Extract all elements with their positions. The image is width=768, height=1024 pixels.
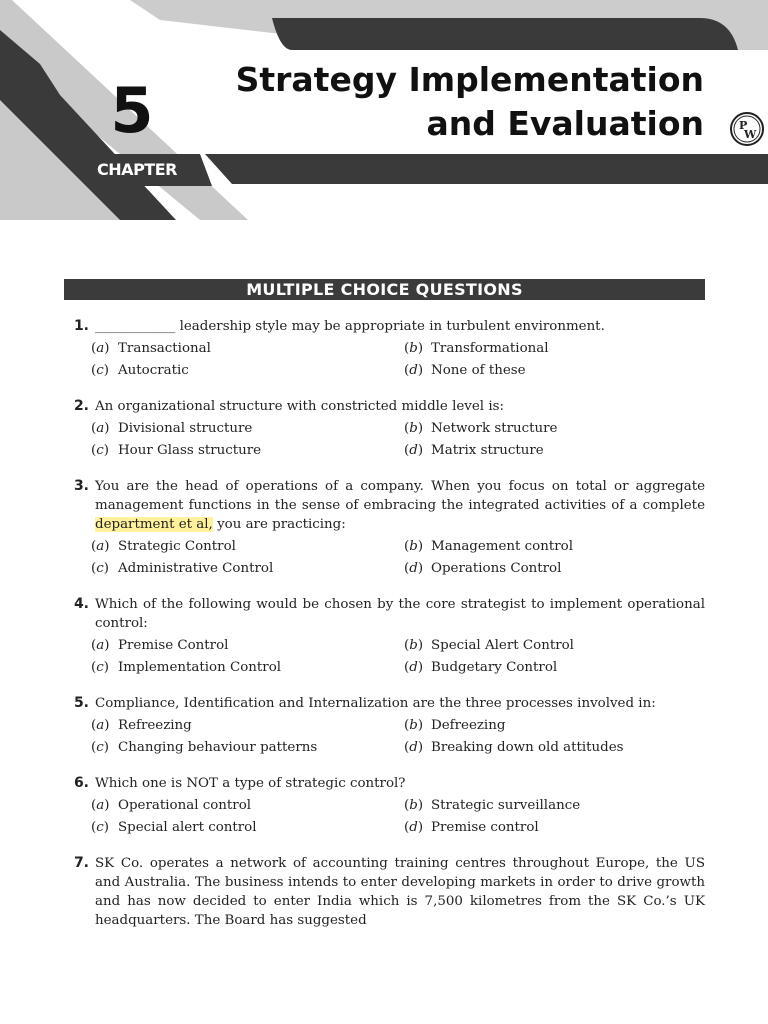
- option-b: [404, 418, 704, 440]
- option-a: [91, 715, 404, 737]
- option-letter: (c): [91, 659, 109, 675]
- svg-text:W: W: [744, 128, 757, 141]
- option-letter-char: b: [409, 421, 418, 437]
- option-letter: (c): [91, 819, 109, 835]
- option-letter: (d): [404, 362, 424, 378]
- question-text: [95, 694, 705, 713]
- option-b: [404, 795, 704, 817]
- answer-options: [64, 795, 705, 838]
- question-text-part: ____________ leadership style may be appropriate in turbulent environment.: [95, 319, 605, 334]
- option-text: Refreezing: [118, 718, 192, 734]
- question-number: 5.: [73, 695, 89, 711]
- question-text: [95, 477, 705, 534]
- question-list: [64, 317, 705, 930]
- question-number: 3.: [73, 478, 89, 494]
- question-4: [64, 595, 705, 678]
- option-letter-char: c: [96, 819, 104, 835]
- option-text: Strategic Control: [118, 539, 236, 555]
- option-c: [91, 657, 404, 679]
- question-text: [95, 854, 705, 930]
- option-letter-char: b: [409, 798, 418, 814]
- option-letter: (a): [91, 638, 110, 654]
- option-letter-char: a: [96, 421, 105, 437]
- option-c: [91, 737, 404, 759]
- question-2: [64, 397, 705, 461]
- question-number: 1.: [73, 318, 89, 334]
- option-letter-char: a: [96, 539, 105, 555]
- option-letter-char: b: [409, 638, 418, 654]
- option-letter: (a): [91, 341, 110, 357]
- option-c: [91, 817, 404, 839]
- option-a: [91, 338, 404, 360]
- option-letter: (d): [404, 442, 424, 458]
- question-1: [64, 317, 705, 381]
- question-text: [95, 397, 705, 416]
- question-text-part: Which one is NOT a type of strategic control?: [95, 776, 406, 791]
- option-text: Divisional structure: [118, 421, 253, 437]
- question-stem: [64, 694, 705, 713]
- question-text-part: SK Co. operates a network of accounting training centres throughout Europe, the US and Australia. The business intends to enter developing markets in order to drive growth and has now decided to enter India which is 7,500 kilometres from the SK Co.’s UK headquarters. The Board has suggested: [95, 856, 705, 928]
- option-letter: (b): [404, 718, 424, 734]
- option-letter-char: d: [409, 560, 418, 576]
- option-d: [404, 817, 704, 839]
- option-a: [91, 635, 404, 657]
- option-d: [404, 360, 704, 382]
- option-letter-char: d: [409, 739, 418, 755]
- answer-options: [64, 536, 705, 579]
- question-7: [64, 854, 705, 930]
- option-letter-char: a: [96, 798, 105, 814]
- chapter-title-line1: Strategy Implementation: [235, 60, 704, 99]
- option-text: Budgetary Control: [431, 659, 558, 675]
- option-letter: (a): [91, 798, 110, 814]
- option-text: Implementation Control: [118, 659, 282, 675]
- option-letter: (d): [404, 560, 424, 576]
- answer-options: [64, 338, 705, 381]
- option-text: Transformational: [431, 341, 549, 357]
- option-text: Operational control: [118, 798, 252, 814]
- option-text: Premise control: [431, 819, 539, 835]
- question-text-part: An organizational structure with constricted middle level is:: [95, 399, 505, 414]
- question-number: 2.: [73, 398, 89, 414]
- chapter-title-line2: and Evaluation: [426, 104, 704, 143]
- question-stem: [64, 477, 705, 534]
- option-c: [91, 440, 404, 462]
- option-text: Hour Glass structure: [118, 442, 262, 458]
- option-letter: (c): [91, 739, 109, 755]
- option-letter: (b): [404, 539, 424, 555]
- option-b: [404, 338, 704, 360]
- option-a: [91, 536, 404, 558]
- question-text: [95, 317, 705, 336]
- question-stem: [64, 397, 705, 416]
- option-text: Transactional: [118, 341, 211, 357]
- option-text: Network structure: [431, 421, 558, 437]
- option-letter: (d): [404, 659, 424, 675]
- question-text: [95, 774, 705, 793]
- answer-options: [64, 715, 705, 758]
- answer-options: [64, 635, 705, 678]
- chapter-title: [236, 58, 704, 146]
- question-number: 6.: [73, 775, 89, 791]
- question-5: [64, 694, 705, 758]
- option-letter: (d): [404, 739, 424, 755]
- highlighted-text: department et al,: [95, 517, 213, 532]
- option-text: Matrix structure: [431, 442, 544, 458]
- option-letter: (b): [404, 798, 424, 814]
- question-number: 7.: [73, 855, 89, 871]
- question-stem: [64, 774, 705, 793]
- option-b: [404, 715, 704, 737]
- option-letter: (c): [91, 362, 109, 378]
- option-d: [404, 737, 704, 759]
- option-b: [404, 635, 704, 657]
- option-letter: (a): [91, 718, 110, 734]
- option-letter-char: c: [96, 739, 104, 755]
- option-letter-char: c: [96, 560, 104, 576]
- question-6: [64, 774, 705, 838]
- section-title: MULTIPLE CHOICE QUESTIONS: [64, 279, 705, 300]
- option-text: Operations Control: [431, 560, 562, 576]
- option-letter-char: c: [96, 362, 104, 378]
- option-letter: (d): [404, 819, 424, 835]
- option-text: Defreezing: [431, 718, 506, 734]
- question-text-part: Which of the following would be chosen by the core strategist to implement operational control:: [95, 597, 705, 631]
- option-text: Special Alert Control: [431, 638, 574, 654]
- option-b: [404, 536, 704, 558]
- option-text: Breaking down old attitudes: [431, 739, 624, 755]
- question-number: 4.: [73, 596, 89, 612]
- option-letter-char: c: [96, 442, 104, 458]
- option-letter: (c): [91, 442, 109, 458]
- chapter-label: CHAPTER: [97, 160, 177, 179]
- option-d: [404, 657, 704, 679]
- option-a: [91, 795, 404, 817]
- option-c: [91, 360, 404, 382]
- option-text: Changing behaviour patterns: [118, 739, 318, 755]
- option-d: [404, 440, 704, 462]
- question-text-part: You are the head of operations of a company. When you focus on total or aggregate management functions in the sense of embracing the integrated activities of a complete: [95, 479, 705, 513]
- question-stem: [64, 317, 705, 336]
- option-letter: (a): [91, 421, 110, 437]
- option-letter-char: d: [409, 362, 418, 378]
- option-text: Administrative Control: [118, 560, 274, 576]
- option-letter: (c): [91, 560, 109, 576]
- option-text: Autocratic: [118, 362, 189, 378]
- option-letter-char: b: [409, 341, 418, 357]
- option-letter: (b): [404, 421, 424, 437]
- option-letter-char: a: [96, 718, 105, 734]
- option-text: None of these: [431, 362, 526, 378]
- question-stem: [64, 595, 705, 633]
- question-text-part: Compliance, Identification and Internalization are the three processes involved in:: [95, 696, 656, 711]
- option-letter: (b): [404, 638, 424, 654]
- option-letter: (a): [91, 539, 110, 555]
- option-letter-char: d: [409, 659, 418, 675]
- option-letter-char: b: [409, 718, 418, 734]
- answer-options: [64, 418, 705, 461]
- option-letter-char: d: [409, 442, 418, 458]
- option-c: [91, 558, 404, 580]
- option-letter-char: a: [96, 638, 105, 654]
- pw-logo-mark: [732, 114, 762, 144]
- option-text: Management control: [431, 539, 573, 555]
- option-letter-char: d: [409, 819, 418, 835]
- option-a: [91, 418, 404, 440]
- option-letter: (b): [404, 341, 424, 357]
- option-letter-char: a: [96, 341, 105, 357]
- option-letter-char: c: [96, 659, 104, 675]
- question-text-part: you are practicing:: [212, 517, 346, 532]
- question-stem: [64, 854, 705, 930]
- svg-text:P: P: [739, 119, 748, 132]
- chapter-number: 5: [110, 74, 154, 147]
- option-text: Strategic surveillance: [431, 798, 581, 814]
- option-text: Premise Control: [118, 638, 229, 654]
- question-text: [95, 595, 705, 633]
- pw-logo-icon: [730, 112, 764, 146]
- option-text: Special alert control: [118, 819, 257, 835]
- question-3: [64, 477, 705, 579]
- option-d: [404, 558, 704, 580]
- option-letter-char: b: [409, 539, 418, 555]
